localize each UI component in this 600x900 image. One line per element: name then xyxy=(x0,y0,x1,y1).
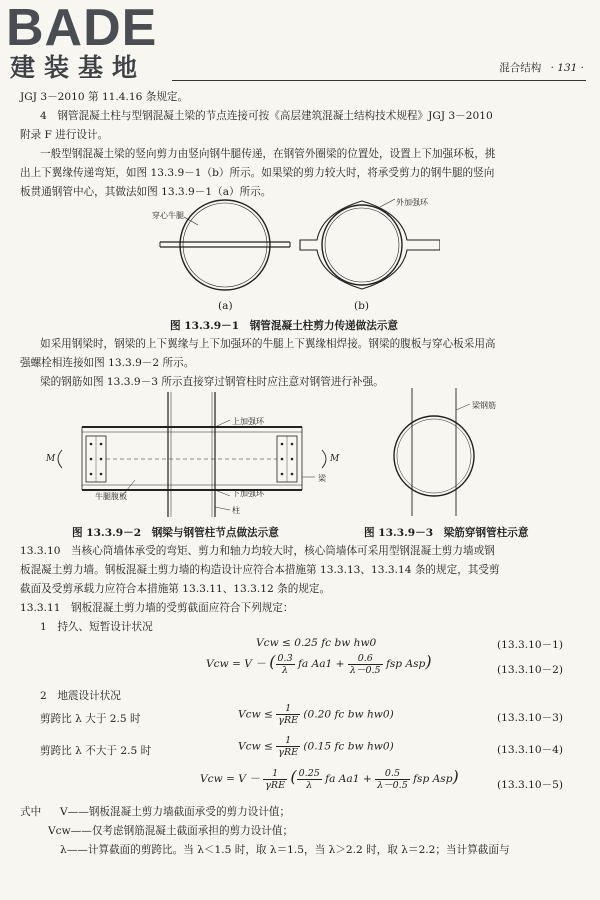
outer-stiffening-ring xyxy=(300,201,440,289)
running-head xyxy=(499,60,584,75)
figure-label: 穿心牛腿 xyxy=(152,211,184,220)
moment-arrow-right xyxy=(322,450,326,468)
where-item: Vcw——仅考虑钢筋混凝土截面承担的剪力设计值； xyxy=(48,825,294,837)
paragraph-line: 板贯通钢管中心，其做法如图 13.3.9－1（a）所示。 xyxy=(20,186,272,198)
where-item: V——钢板混凝土剪力墙截面承受的剪力设计值； xyxy=(60,806,291,818)
equation-number: (13.3.10－1) xyxy=(497,639,564,651)
equation-number: (13.3.10－2) xyxy=(497,664,564,676)
page-number: · 131 · xyxy=(550,62,584,74)
paragraph-line: 板混凝土剪力墙。钢板混凝土剪力墙的构造设计应符合本措施第 13.3.13、13.3.14 条的规定，其受剪 xyxy=(20,564,500,576)
brand-logo: BADE xyxy=(6,0,158,57)
steel-tube-circle-b xyxy=(322,205,402,285)
figure-label: 柱 xyxy=(232,506,240,515)
figure-label: M xyxy=(46,454,56,464)
figure-13-3-9-2 xyxy=(40,392,350,522)
paragraph-line: 截面及受剪承载力应符合本措施第 13.3.11、13.3.12 条的规定。 xyxy=(20,583,331,595)
where-item: λ——计算截面的剪跨比。当 λ＜1.5 时，取 λ＝1.5，当 λ＞2.2 时，取 λ＝2.2；当计算截面与 xyxy=(60,844,510,856)
condition-text: 剪跨比 λ 不大于 2.5 时 xyxy=(40,745,152,757)
equation-number: (13.3.10－5) xyxy=(497,779,564,791)
paragraph-line: 13.3.10 当核心筒墙体承受的弯矩、剪力和轴力均较大时，核心筒墙体可采用型钢混凝土剪力墙或钢 xyxy=(20,545,495,557)
figure-caption: 图 13.3.9－1 钢管混凝土柱剪力传递做法示意 xyxy=(170,320,399,332)
figure-13-3-9-1 xyxy=(140,195,440,315)
figure-label: 外加强环 xyxy=(396,198,428,207)
equation: Vcw ≤ $\frac{1}{\text{γRE}}$ (0.20 fc bw hw0) xyxy=(238,703,394,726)
paragraph-line: 出上下翼缘传递弯矩，如图 13.3.9－1（b）所示。如果梁的剪力较大时，将承受剪力的钢牛腿的竖向 xyxy=(20,167,495,179)
figure-sublabel-a: (a) xyxy=(218,300,233,312)
steel-tube-circle-a xyxy=(180,200,270,290)
steel-tube-section xyxy=(394,416,474,496)
figure-caption: 图 13.3.9－3 梁筋穿钢管柱示意 xyxy=(364,527,529,539)
paragraph-line: 附录 F 进行设计。 xyxy=(20,129,109,141)
paragraph-line: 4 钢管混凝土柱与型钢混凝土梁的节点连接可按《高层建筑混凝土结构技术规程》JGJ 3－2010 xyxy=(40,110,493,122)
section-title: 混合结构 xyxy=(499,62,542,74)
figure-label: 梁 xyxy=(318,474,326,483)
equation: Vcw = V － $\frac{1}{\text{γRE}}$ ( $\frac{0.25}{\lambda}$ fa Aa1 + $\frac{0.5}{\lambda-0.5}$ fsp Asp) xyxy=(200,767,459,791)
paragraph-line: 梁的钢筋如图 13.3.9－3 所示直接穿过钢管柱时应注意对钢管进行补强。 xyxy=(40,376,384,388)
paragraph-line: 一般型钢混凝土梁的竖向剪力由竖向钢牛腿传递，在钢管外圈梁的位置处，设置上下加强环板，挑 xyxy=(40,148,496,160)
paragraph-line: JGJ 3－2010 第 11.4.16 条规定。 xyxy=(20,91,189,103)
moment-arrow-left xyxy=(58,450,62,468)
paragraph-line: 强螺栓相连接如图 13.3.9－2 所示。 xyxy=(20,357,195,369)
equation-number: (13.3.10－4) xyxy=(497,744,564,756)
figure-label: 梁钢筋 xyxy=(472,401,496,410)
figure-label: 牛腿腹板 xyxy=(95,492,127,501)
header-rule xyxy=(172,80,586,81)
where-label: 式中 xyxy=(20,806,42,818)
equation: Vcw ≤ 0.25 fc bw hw0 xyxy=(256,637,377,649)
brand-logo-subtitle: 建装基地 xyxy=(10,53,147,82)
equation: Vcw ≤ $\frac{1}{\text{γRE}}$ (0.15 fc bw hw0) xyxy=(238,735,394,758)
condition-text: 剪跨比 λ 大于 2.5 时 xyxy=(40,713,141,725)
figure-sublabel-b: (b) xyxy=(354,300,370,312)
equation: Vcw = V － ( $\frac{0.3}{\lambda}$ fa Aa1 + $\frac{0.6}{\lambda-0.5}$ fsp Asp) xyxy=(206,652,432,676)
list-item: 1 持久、短暂设计状况 xyxy=(40,621,153,633)
figure-label: 下加强环 xyxy=(232,489,264,498)
paragraph-line: 如采用钢梁时，钢梁的上下翼缘与上下加强环的牛腿上下翼缘相焊接。钢梁的腹板与穿心板采用高 xyxy=(40,338,496,350)
figure-label: 上加强环 xyxy=(232,417,264,426)
section-heading: 13.3.11 钢板混凝土剪力墙的受剪截面应符合下列规定： xyxy=(20,602,294,614)
figure-caption: 图 13.3.9－2 钢梁与钢管柱节点做法示意 xyxy=(72,527,279,539)
equation-number: (13.3.10－3) xyxy=(497,712,564,724)
list-item: 2 地震设计状况 xyxy=(40,690,121,702)
figure-label: M xyxy=(330,454,340,464)
